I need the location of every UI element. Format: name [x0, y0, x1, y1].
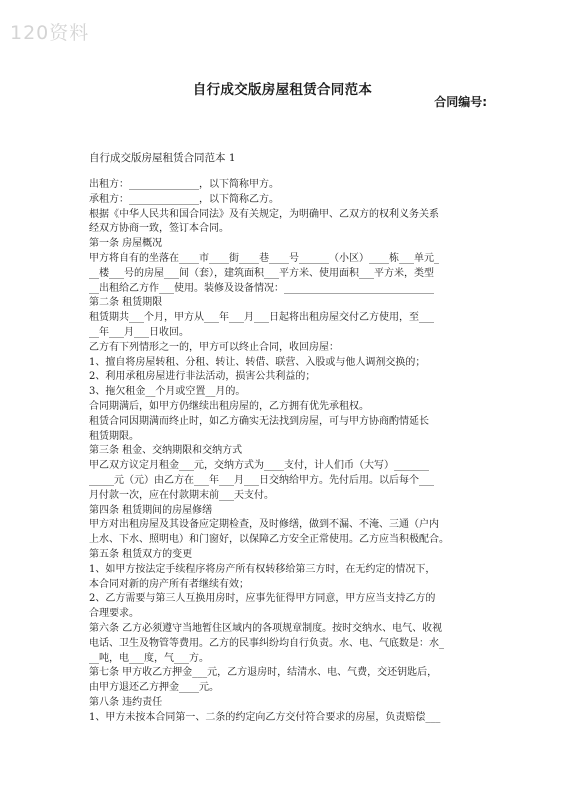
contract-line: 第四条 租赁期间的房屋修缮 [89, 504, 213, 516]
contract-line: 甲方对出租房屋及其设备应定期检查，及时修缮，做到不漏、不淹、三通（户内 [89, 519, 439, 531]
contract-line: _____元（元）由乙方在___年___月___日交纳给甲方。先付后用。以后每个___ [89, 474, 434, 486]
contract-line: 租赁合同因期满而终止时，如乙方确实无法找到房屋，可与甲方协商酌情延长 [89, 415, 429, 427]
contract-line: 1、甲方未按本合同第一、二条的约定向乙方交付符合要求的房屋，负责赔偿___ [89, 711, 441, 723]
contract-line: 甲方将自有的坐落在____市____街____巷____号______（小区）____栋___单元_ [89, 252, 439, 264]
contract-line: 乙方有下列情形之一的，甲方可以终止合同，收回房屋： [89, 341, 339, 353]
contract-line: 2、利用承租房屋进行非法活动，损害公共利益的； [89, 371, 316, 383]
contract-line: 合同期满后，如甲方仍继续出租房屋的，乙方拥有优先承租权。 [89, 400, 369, 412]
contract-line: 第八条 违约责任 [89, 696, 163, 708]
contract-line: 由甲方退还乙方押金____元。 [89, 682, 219, 694]
contract-line: 1、擅自将房屋转租、分租、转让、转借、联营、入股或与他人调剂交换的； [89, 356, 426, 368]
contract-line: 合理要求。 [89, 608, 139, 620]
contract-line: 1、如甲方按法定手续程序将房产所有权转移给第三方时，在无约定的情况下， [89, 563, 436, 575]
contract-line: __楼___号的房屋___间（套），建筑面积___平方米、使用面积___平方米，类型 [89, 267, 434, 279]
contract-line: __出租给乙方作___使用。装修及设备情况：______________________________ [89, 282, 434, 294]
document-title: 自行成交版房屋租赁合同范本 [192, 82, 373, 98]
contract-line: 第七条 甲方收乙方押金___元，乙方退房时，结清水、电、气费，交还钥匙后， [89, 667, 438, 679]
contract-line: __年___月___日收回。 [89, 326, 189, 338]
contract-line: 甲乙双方议定月租金___元，交纳方式为____支付，计人们币（大写）_______ [89, 460, 429, 472]
contract-line: 经双方协商一致，签订本合同。 [89, 223, 229, 235]
contract-line: 第二条 租赁期限 [89, 297, 163, 309]
watermark-logo: 120资料 [10, 22, 90, 44]
contract-line: 出租方：______________，以下简称甲方。 [89, 179, 279, 190]
contract-line: 月付款一次，应在付款期末前___天支付。 [89, 489, 274, 501]
contract-line: __吨，电___度，气___方。 [89, 652, 209, 664]
contract-line: 租赁期共___个月，甲方从___年___月___日起将出租房屋交付乙方使用，至___ [89, 312, 434, 324]
contract-line: 第三条 租金、交纳期限和交纳方式 [89, 445, 243, 457]
contract-line: 电话、卫生及物管等费用。乙方的民事纠纷均自行负责。水、电、气底数是：水_ [89, 637, 444, 649]
contract-line: 根据《中华人民共和国合同法》及有关规定，为明确甲、乙双方的权利义务关系 [89, 208, 439, 220]
contract-number-label: 合同编号: [434, 95, 487, 109]
document-subtitle: 自行成交版房屋租赁合同范本 1 [89, 152, 236, 164]
contract-line: 上水、下水、照明电）和门窗好，以保障乙方安全正常使用。乙方应当积极配合。 [89, 534, 449, 546]
contract-line: 第一条 房屋概况 [89, 238, 163, 250]
contract-line: 2、乙方需要与第三人互换用房时，应事先征得甲方同意，甲方应当支持乙方的 [89, 593, 436, 605]
contract-line: 租赁期限。 [89, 430, 139, 442]
contract-line: 第五条 租赁双方的变更 [89, 548, 193, 560]
contract-body [89, 178, 481, 725]
contract-line: 承租方：______________，以下简称乙方。 [89, 193, 279, 205]
contract-line: 本合同对新的房产所有者继续有效； [89, 578, 249, 590]
contract-line: 第六条 乙方必须遵守当地暂住区域内的各项规章制度。按时交纳水、电气、收视 [89, 622, 443, 634]
contract-line: 3、拖欠租金__个月或空置__月的。 [89, 386, 246, 398]
